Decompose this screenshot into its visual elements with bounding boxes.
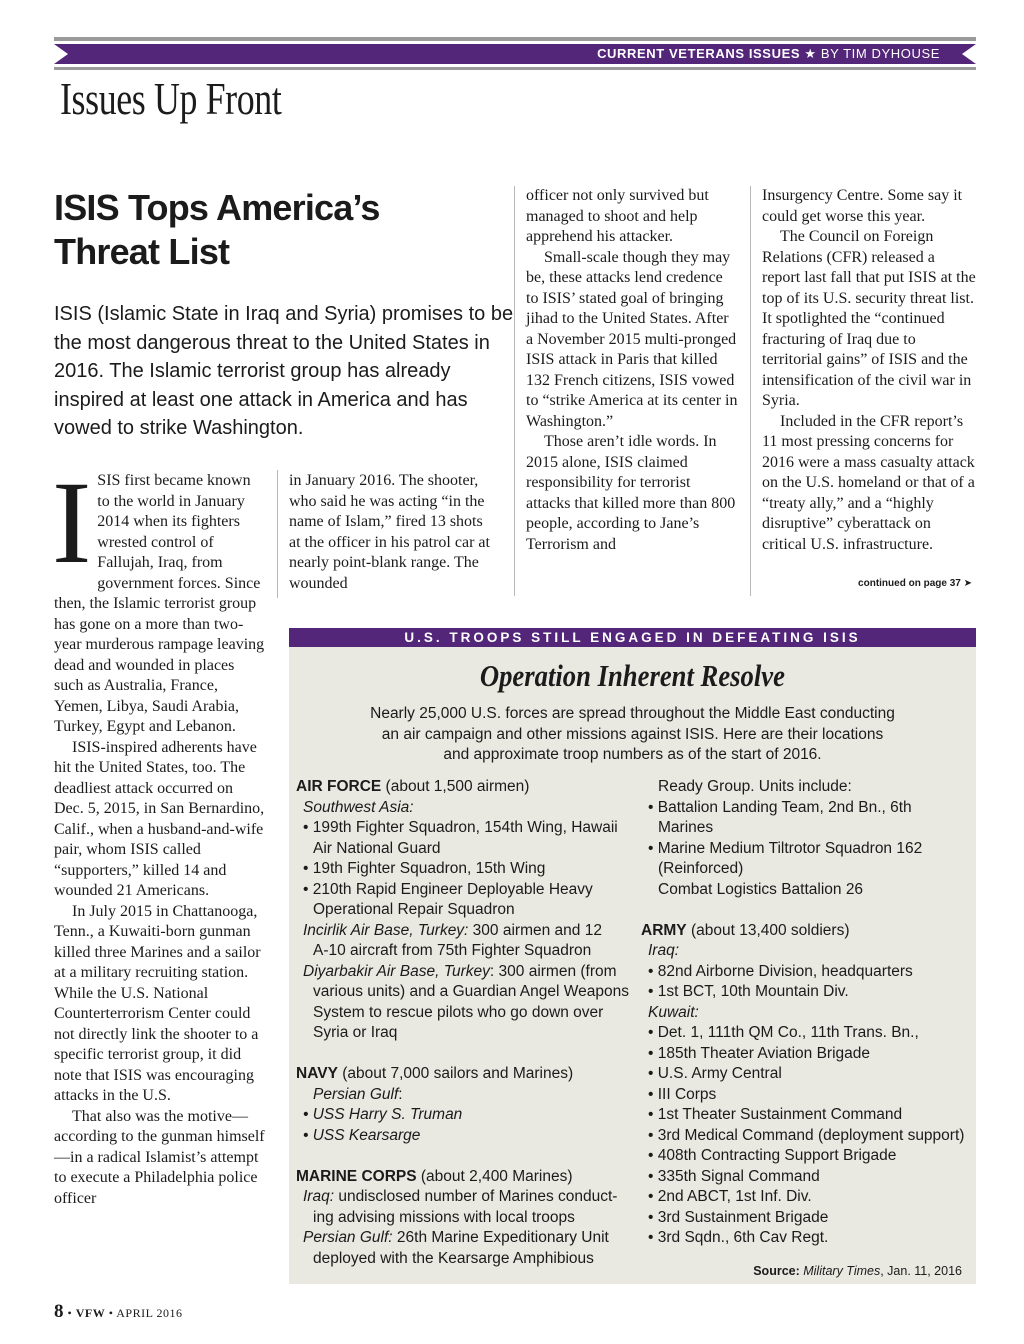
paragraph: officer not only survived but managed to shoot and help apprehend his attacker. — [526, 187, 709, 245]
paragraph: That also was the motive—according to the gunman himself—in a radical Islamist’s attempt to execute a Philadelphia police officer — [54, 1107, 265, 1207]
list-item: • 3rd Sustainment Brigade — [648, 1208, 829, 1226]
column-divider — [750, 186, 751, 596]
section-title: Issues Up Front — [60, 73, 282, 124]
section-label: CURRENT VETERANS ISSUES — [597, 46, 801, 61]
list-item-cont: ing advising missions with local troops — [313, 1208, 575, 1226]
article-deck: ISIS (Islamic State in Iraq and Syria) promises to be the most dangerous threat to the United States in 2016. The Islamic terrorist group has already inspired at least one attack in America and has vowed to strike Washington. — [54, 303, 514, 439]
list-item-cont: deployed with the Kearsarge Amphibious — [313, 1249, 594, 1267]
list-item: Incirlik Air Base, Turkey: 300 airmen and 12 — [303, 921, 602, 939]
list-item: Diyarbakir Air Base, Turkey: 300 airmen (from — [303, 962, 617, 980]
paragraph: ISIS-inspired adherents have hit the United States, too. The deadliest attack occurred on Dec. 5, 2015, in San Bernardino, Calif., when a husband-and-wife pair, whom ISIS called “supporters,” killed 14 and wounded 21 Americans. — [54, 738, 265, 899]
list-item-cont: System to rescue pilots who go down over — [313, 1003, 604, 1021]
list-subhead: Persian Gulf: — [313, 1085, 403, 1103]
paragraph: Those aren’t idle words. In 2015 alone, ISIS claimed responsibility for terrorist attacks that killed more than 800 people, according to Jane’s Terrorism and — [526, 433, 736, 553]
continued-link[interactable]: continued on page 37 ➤ — [858, 578, 972, 589]
list-item: • 1st BCT, 10th Mountain Div. — [648, 983, 849, 1000]
folio-separator: • — [108, 1306, 114, 1320]
list-item-cont: A-10 aircraft from 75th Fighter Squadron — [313, 942, 592, 959]
header-band-text — [597, 45, 940, 63]
list-item: • 185th Theater Aviation Brigade — [648, 1044, 871, 1062]
page-folio — [54, 1301, 182, 1323]
sidebar-left-column — [296, 777, 641, 1269]
list-item: • 3rd Sqdn., 6th Cav Regt. — [648, 1229, 829, 1246]
body-column-4 — [762, 186, 976, 555]
list-item-cont: Combat Logistics Battalion 26 — [658, 880, 864, 898]
sidebar-band: U.S. TROOPS STILL ENGAGED IN DEFEATING ISIS — [289, 628, 976, 647]
headline-line-2: Threat List — [54, 231, 230, 272]
list-item: • 408th Contracting Support Brigade — [648, 1147, 897, 1164]
list-item: • 2nd ABCT, 1st Inf. Div. — [648, 1188, 812, 1205]
list-item-cont: Operational Repair Squadron — [313, 901, 515, 918]
sidebar-title — [289, 658, 976, 694]
paragraph: Insurgency Centre. Some say it could get worse this year. — [762, 187, 963, 225]
list-item: • 3rd Medical Command (deployment support) — [648, 1126, 965, 1144]
column-divider — [514, 186, 515, 596]
air-force-heading: AIR FORCE (about 1,500 airmen) — [296, 778, 530, 795]
body-column-1 — [52, 457, 266, 1209]
list-subhead: Southwest Asia: — [303, 798, 414, 816]
list-item-cont: Syria or Iraq — [313, 1024, 398, 1041]
article-headline — [54, 186, 514, 274]
list-item-cont: Air National Guard — [313, 839, 441, 857]
list-item: • 210th Rapid Engineer Deployable Heavy — [303, 880, 593, 898]
list-item: • III Corps — [648, 1085, 717, 1103]
list-item: • USS Harry S. Truman — [303, 1106, 463, 1123]
column-divider — [277, 470, 278, 598]
list-subhead: Iraq: — [648, 942, 680, 959]
marine-corps-heading: MARINE CORPS (about 2,400 Marines) — [296, 1167, 573, 1185]
list-item: • Battalion Landing Team, 2nd Bn., 6th — [648, 798, 912, 816]
header-top-rule — [54, 37, 976, 41]
list-subhead: Kuwait: — [648, 1003, 699, 1021]
band-right-notch — [962, 44, 976, 64]
paragraph: In July 2015 in Chattanooga, Tenn., a Kuwaiti-born gunman killed three Marines and a sailor at a military recruiting station. While the U.S. National Counterterrorism Center could not directly link the shooter to a specific terrorist group, it did note that ISIS was encouraging attacks in the U.S. — [54, 902, 261, 1104]
intro-line: an air campaign and other missions against ISIS. Here are their locations — [381, 725, 884, 743]
list-item-cont: (Reinforced) — [658, 860, 744, 877]
list-item-cont: various units) and a Guardian Angel Weapons — [313, 983, 629, 1000]
page-number: 8 — [54, 1301, 64, 1322]
list-item: • 199th Fighter Squadron, 154th Wing, Hawaii — [303, 819, 618, 836]
navy-heading: NAVY (about 7,000 sailors and Marines) — [296, 1065, 574, 1082]
header-under-rule — [54, 67, 976, 70]
list-item: • 82nd Airborne Division, headquarters — [648, 962, 913, 980]
list-item: Persian Gulf: 26th Marine Expeditionary Unit — [303, 1229, 609, 1246]
list-item: • 1st Theater Sustainment Command — [648, 1106, 903, 1123]
issue-date: APRIL 2016 — [116, 1306, 183, 1320]
source-credit: Source: Military Times, Jan. 11, 2016 — [753, 1264, 962, 1278]
paragraph: The Council on Foreign Relations (CFR) released a report last fall that put ISIS at the top of its U.S. security threat list. It spotlighted the “continued fracturing of Iraq due to territorial gains” of ISIS and the intensification of the civil war in Syria. — [762, 228, 976, 409]
byline: BY TIM DYHOUSE — [820, 46, 940, 61]
paragraph: in January 2016. The shooter, who said he was acting “in the name of Islam,” fired 13 shots at the officer in his patrol car at nearly point-blank range. The wounded — [289, 472, 490, 592]
list-item-cont: Ready Group. Units include: — [658, 778, 852, 795]
list-item: Iraq: undisclosed number of Marines conduct- — [303, 1188, 618, 1205]
list-item: • U.S. Army Central — [648, 1065, 782, 1082]
folio-separator: • — [67, 1306, 73, 1320]
drop-cap: I — [52, 457, 92, 588]
list-item: • Det. 1, 111th QM Co., 11th Trans. Bn., — [648, 1024, 919, 1041]
intro-line: Nearly 25,000 U.S. forces are spread throughout the Middle East conducting — [370, 705, 895, 722]
sidebar-right-column — [641, 777, 971, 1249]
list-item: • USS Kearsarge — [303, 1126, 421, 1144]
list-item: • Marine Medium Tiltrotor Squadron 162 — [648, 839, 923, 857]
paragraph: SIS first became known to the world in January 2014 when its fighters wrested control of Fallujah, Iraq, from government forces. Since then, the Islamic terrorist group has gone on a more than two-year murderous rampage leaving dead and wounded in places such as Australia, France, Yemen, Libya, Saudi Arabia, Turkey, Egypt and Lebanon. — [54, 472, 265, 735]
army-heading: ARMY (about 13,400 soldiers) — [641, 921, 850, 939]
body-column-2 — [289, 471, 497, 594]
paragraph: Included in the CFR report’s 11 most pressing concerns for 2016 were a mass casualty attack on the U.S. homeland or that of a “treaty ally,” and a “highly disruptive” cyberattack on critical U.S. infrastructure. — [762, 412, 975, 553]
paragraph: Small-scale though they may be, these attacks lend credence to ISIS’ stated goal of bringing jihad to the United States. After a November 2015 multi-pronged ISIS attack in Paris that killed 132 French citizens, ISIS vowed to “strike America at its center in Washington.” — [526, 248, 738, 430]
band-left-notch — [54, 44, 68, 64]
list-item-cont: Marines — [658, 819, 714, 836]
intro-line: and approximate troop numbers as of the start of 2016. — [443, 746, 822, 763]
sidebar-intro — [300, 704, 965, 766]
sidebar-title-text: Operation Inherent Resolve — [479, 658, 786, 693]
headline-line-1: ISIS Tops America’s — [54, 187, 380, 228]
body-column-3 — [526, 186, 738, 555]
list-item: • 335th Signal Command — [648, 1167, 820, 1185]
star-icon: ★ — [804, 46, 817, 61]
list-item: • 19th Fighter Squadron, 15th Wing — [303, 860, 546, 877]
magazine-name: VFW — [75, 1306, 106, 1320]
